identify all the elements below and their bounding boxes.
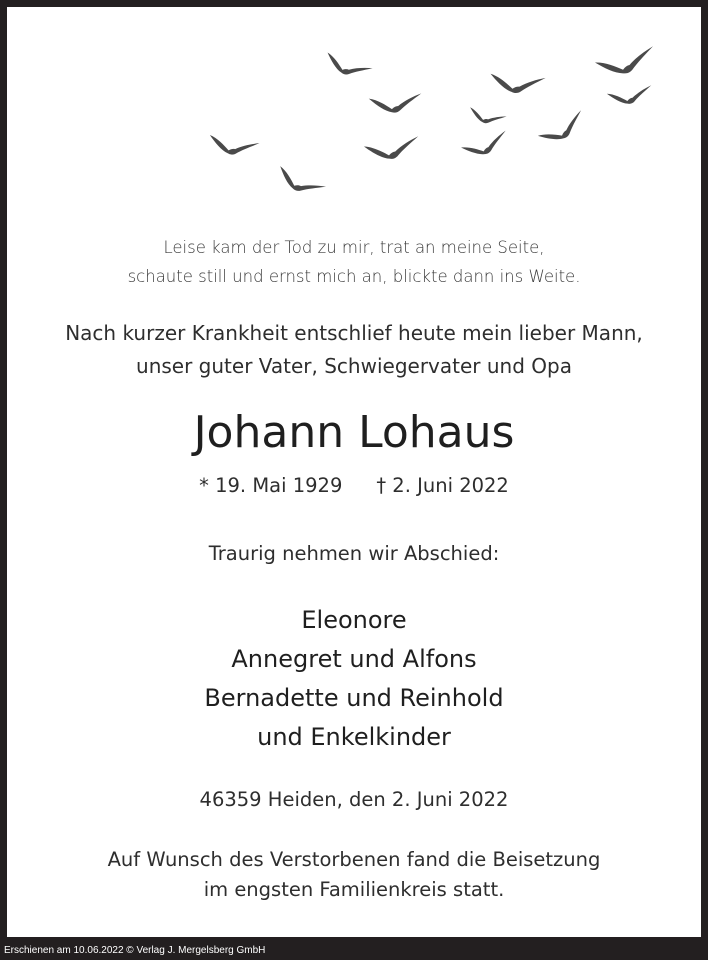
life-dates xyxy=(7,471,701,501)
obituary-card xyxy=(7,7,701,937)
flying-birds-icon xyxy=(7,7,701,217)
family-member: Bernadette und Reinhold xyxy=(204,684,504,712)
bird-icon xyxy=(606,85,652,105)
bird-icon xyxy=(206,130,259,161)
bird-icon xyxy=(536,110,589,148)
death-date: † 2. Juni 2022 xyxy=(376,474,509,497)
notice-line: im engsten Familienkreis statt. xyxy=(203,878,505,901)
mourning-line: Traurig nehmen wir Abschied: xyxy=(208,542,500,565)
family-member: Annegret und Alfons xyxy=(231,645,477,673)
bird-icon xyxy=(460,131,510,160)
family-member: Eleonore xyxy=(301,606,407,634)
deceased-name: Johann Lohaus xyxy=(193,407,515,458)
poem-line: Leise kam der Tod zu mir, trat an meine Seite, xyxy=(163,238,545,257)
intro-line: Nach kurzer Krankheit entschlief heute mein lieber Mann, xyxy=(65,321,643,345)
bird-icon xyxy=(594,46,657,78)
family-member: und Enkelkinder xyxy=(257,723,451,751)
place-date: 46359 Heiden, den 2. Juni 2022 xyxy=(199,788,509,811)
bird-icon xyxy=(488,68,546,97)
burial-notice xyxy=(7,845,701,905)
publication-footer: Erschienen am 10.06.2022 © Verlag J. Mergelsberg GmbH xyxy=(4,945,266,956)
notice-line: Auf Wunsch des Verstorbenen fand die Beisetzung xyxy=(107,848,601,871)
poem-line: schaute still und ernst mich an, blickte dann ins Weite. xyxy=(127,267,581,286)
poem xyxy=(7,233,701,291)
bird-icon xyxy=(369,93,422,112)
intro-text xyxy=(7,317,701,383)
bird-icon xyxy=(467,104,507,130)
family-list xyxy=(7,601,701,757)
bird-icon xyxy=(274,162,326,203)
bird-icon xyxy=(322,48,372,84)
birth-date: * 19. Mai 1929 xyxy=(199,474,343,497)
bird-icon xyxy=(363,136,420,161)
intro-line: unser guter Vater, Schwiegervater und Opa xyxy=(136,354,572,378)
